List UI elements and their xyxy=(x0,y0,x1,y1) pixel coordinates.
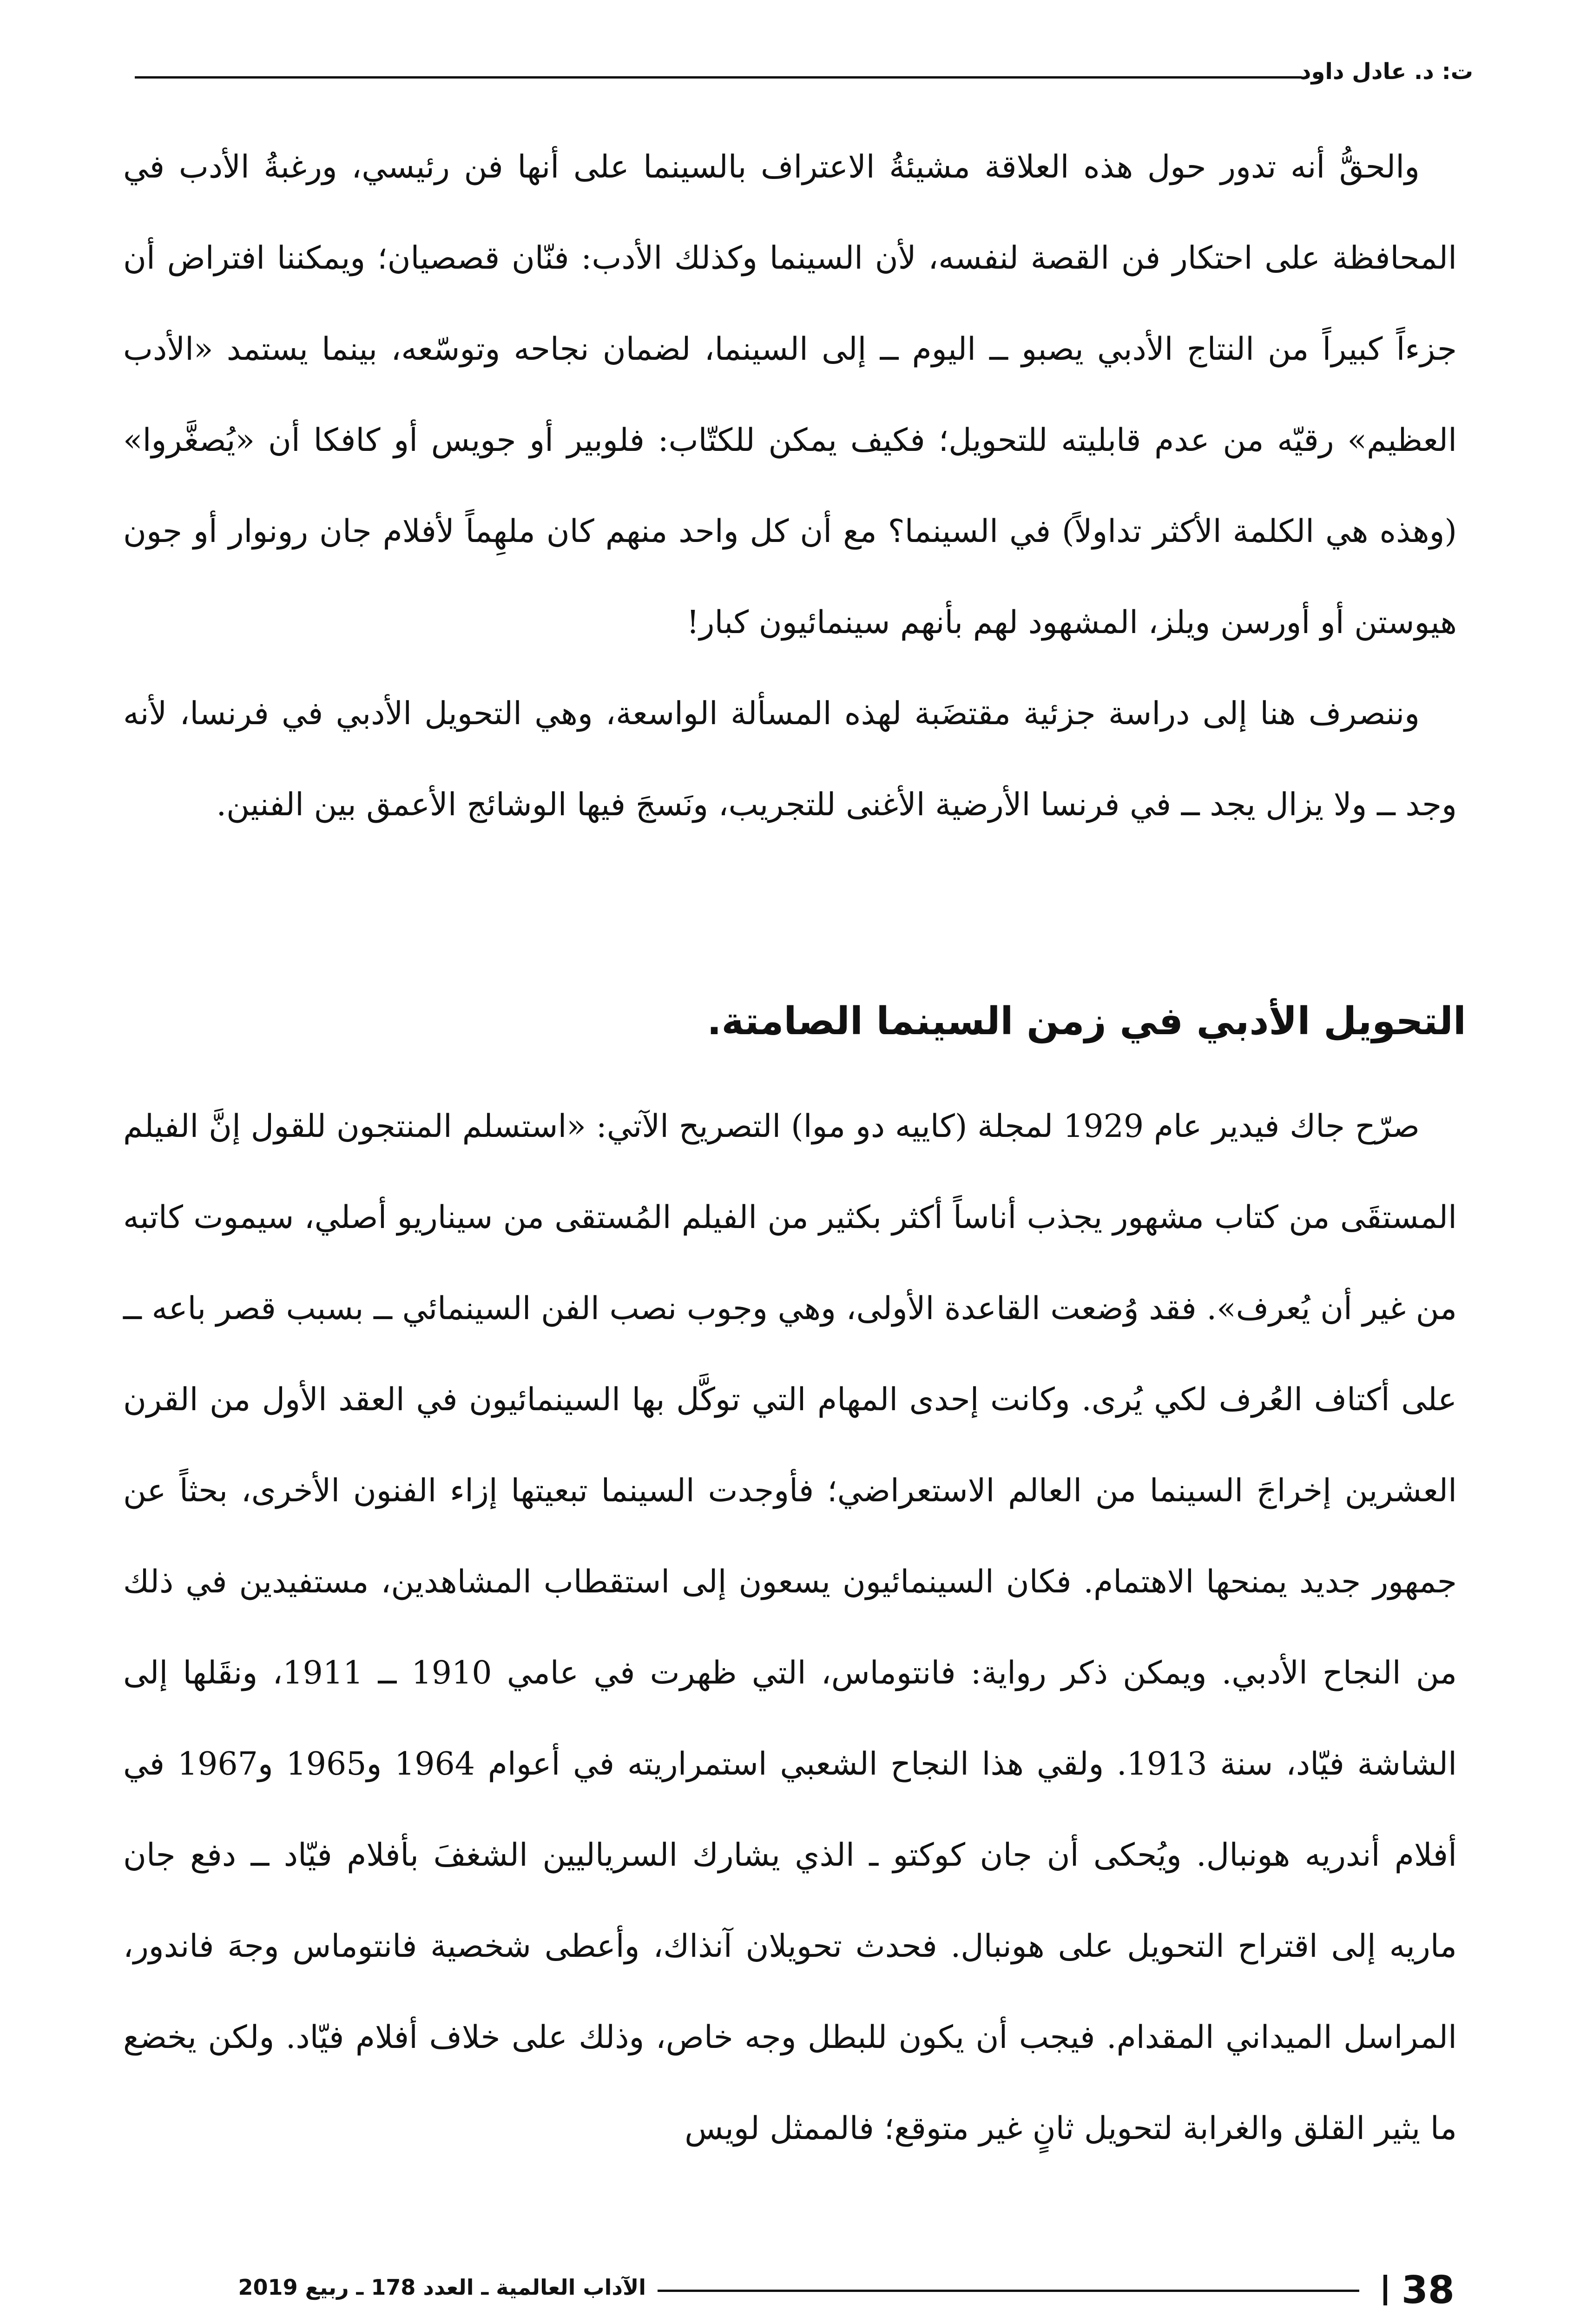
header-rule xyxy=(135,76,1301,79)
paragraph: صرّح جاك فيدير عام 1929 لمجلة (كاييه دو موا) التصريح الآتي: «استسلم المنتجون للقول إنَّ الفيلم المستقَى من كتاب مشهور يجذب أناساً أكثر بكثير من الفيلم المُستقى من سيناريو أصلي، سيموت كاتبه من غير أن يُعرف». فقد وُضعت القاعدة الأولى، وهي وجوب نصب الفن السينمائي ــ بسبب قصر باعه ــ على أكتاف العُرف لكي يُرى. وكانت إحدى المهام التي توكَّل بها السينمائيون في العقد الأول من القرن العشرين إخراجَ السينما من العالم الاستعراضي؛ فأوجدت السينما تبعيتها إزاء الفنون الأخرى، بحثاً عن جمهور جديد يمنحها الاهتمام. فكان السينمائيون يسعون إلى استقطاب المشاهدين، مستفيدين في ذلك من النجاح الأدبي. ويمكن ذكر رواية: فانتوماس، التي ظهرت في عامي 1910 ــ 1911، ونقَلها إلى الشاشة فيّاد، سنة 1913. ولقي هذا النجاح الشعبي استمراريته في أعوام 1964 و1965 و1967 في أفلام أندريه هونبال. ويُحكى أن جان كوكتو ـ الذي يشارك السرياليين الشغفَ بأفلام فيّاد ــ دفع جان ماريه إلى اقتراح التحويل على هونبال. فحدث تحويلان آنذاك، وأعطى شخصية فانتوماس وجهَ فاندور، المراسل الميداني المقدام. فيجب أن يكون للبطل وجه خاص، وذلك على خلاف أفلام فيّاد. ولكن يخضع ما يثير القلق والغرابة لتحويل ثانٍ غير متوقع؛ فالممثل لويس xyxy=(123,1108,1457,2147)
journal-issue: الآداب العالمية ـ العدد 178 ـ ربيع 2019 xyxy=(238,2275,646,2300)
intro-section xyxy=(123,122,1457,851)
paragraph: وننصرف هنا إلى دراسة جزئية مقتضَبة لهذه المسألة الواسعة، وهي التحويل الأدبي في فرنسا، لأنه وجد ــ ولا يزال يجد ــ في فرنسا الأرضية الأغنى للتجريب، ونَسجَ فيها الوشائج الأعمق بين الفنين. xyxy=(123,695,1457,823)
silent-cinema-section xyxy=(123,1081,1457,2174)
translator-name: ت: د. عادل داود xyxy=(1299,59,1473,85)
section-heading: التحويل الأدبي في زمن السينما الصامتة. xyxy=(707,999,1466,1043)
page-number: 38 xyxy=(1401,2268,1455,2312)
running-header xyxy=(135,56,1473,93)
footer-rule xyxy=(658,2290,1359,2292)
page-footer xyxy=(125,2268,1455,2319)
paragraph: والحقُّ أنه تدور حول هذه العلاقة مشيئةُ الاعتراف بالسينما على أنها فن رئيسي، ورغبةُ الأدب في المحافظة على احتكار فن القصة لنفسه، لأن السينما وكذلك الأدب: فنّان قصصيان؛ ويمكننا افتراض أن جزءاً كبيراً من النتاج الأدبي يصبو ــ اليوم ــ إلى السينما، لضمان نجاحه وتوسّعه، بينما يستمد «الأدب العظيم» رقيّه من عدم قابليته للتحويل؛ فكيف يمكن للكتّاب: فلوبير أو جويس أو كافكا أن «يُصغَّروا» (وهذه هي الكلمة الأكثر تداولاً) في السينما؟ مع أن كل واحد منهم كان ملهِماً لأفلام جان رونوار أو جون هيوستن أو أورسن ويلز، المشهود لهم بأنهم سينمائيون كبار! xyxy=(123,149,1457,641)
footer-separator xyxy=(1383,2275,1387,2305)
